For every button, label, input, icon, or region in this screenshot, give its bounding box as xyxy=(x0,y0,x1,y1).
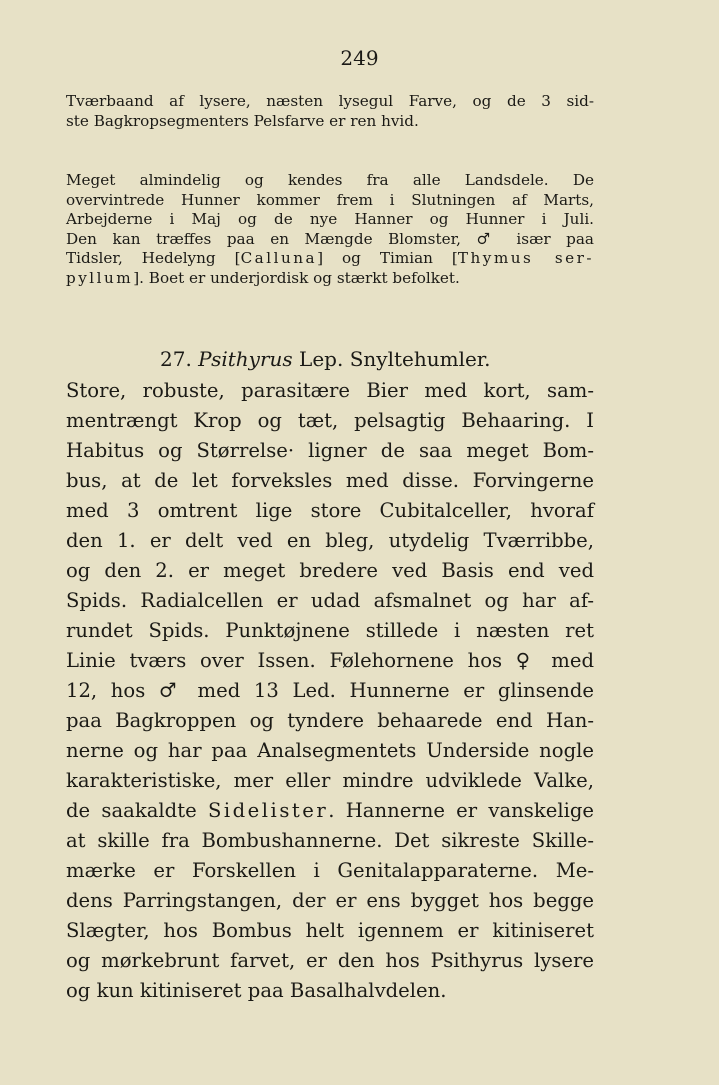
latin-name-serpyllum: pyllum xyxy=(66,268,134,287)
genus-common-name: Snyltehumler. xyxy=(349,347,491,371)
text-line: og kun kitiniseret paa Basalhalvdelen. xyxy=(66,979,447,1002)
text-line: Meget almindelig og kendes fra alle Landsdele. De xyxy=(66,171,594,189)
paragraph-species-description xyxy=(66,92,594,131)
text-line: at skille fra Bombushannerne. Det sikreste Skille- xyxy=(66,829,594,852)
text-segment: ] og Timian [ xyxy=(317,249,458,267)
latin-name-calluna: Calluna xyxy=(240,249,318,267)
text-line: Den kan træffes paa en Mængde Blomster, ♂ især paa xyxy=(66,229,594,248)
text-segment: ]. Boet er underjordisk og stærkt befolket. xyxy=(133,268,460,287)
paragraph-genus-description xyxy=(66,376,594,1006)
text-line: nerne og har paa Analsegmentets Underside nogle xyxy=(66,739,594,762)
text-line xyxy=(66,269,594,289)
paragraph-occurrence xyxy=(66,171,594,288)
text-line: den 1. er delt ved en bleg, utydelig Tværribbe, xyxy=(66,529,594,552)
text-segment: de saakaldte xyxy=(66,799,208,822)
text-line: dens Parringstangen, der er ens bygget hos begge xyxy=(66,889,594,912)
text-line: og den 2. er meget bredere ved Basis end ved xyxy=(66,559,594,582)
text-line: rundet Spids. Punktøjnene stillede i næsten ret xyxy=(66,619,594,642)
text-line xyxy=(66,796,594,826)
text-line: mærke er Forskellen i Genitalapparaterne. Me- xyxy=(66,859,594,882)
text-line: Spids. Radialcellen er udad afsmalnet og har af- xyxy=(66,589,594,612)
text-line: mentrængt Krop og tæt, pelsagtig Behaaring. I xyxy=(66,409,594,432)
text-segment: . Hannerne er vanskelige xyxy=(328,799,594,822)
text-line: ste Bagkropsegmenters Pelsfarve er ren hvid. xyxy=(66,111,419,130)
text-line: med 3 omtrent lige store Cubitalceller, hvoraf xyxy=(66,499,594,522)
text-line: Linie tværs over Issen. Følehornene hos ♀ med xyxy=(66,649,594,672)
genus-heading xyxy=(160,344,491,374)
genus-number: 27. xyxy=(160,347,192,371)
genus-name: Psithyrus xyxy=(198,347,293,371)
text-line: bus, at de let forveksles med disse. Forvingerne xyxy=(66,469,594,492)
text-line xyxy=(66,249,594,269)
text-line: Slægter, hos Bombus helt igennem er kitiniseret xyxy=(66,919,594,942)
text-line: og mørkebrunt farvet, er den hos Psithyrus lysere xyxy=(66,949,594,972)
genus-author: Lep. xyxy=(299,347,344,371)
text-line: karakteristiske, mer eller mindre udviklede Valke, xyxy=(66,769,594,792)
text-line: Tværbaand af lysere, næsten lysegul Farve, og de 3 sid- xyxy=(66,92,594,110)
text-line: paa Bagkroppen og tyndere behaarede end Han- xyxy=(66,709,594,732)
text-line: Store, robuste, parasitære Bier med kort, sam- xyxy=(66,379,594,402)
page-number: 249 xyxy=(340,46,379,70)
text-line: 12, hos ♂ med 13 Led. Hunnerne er glinsende xyxy=(66,679,594,702)
text-line: Habitus og Størrelse· ligner de saa meget Bom- xyxy=(66,439,594,462)
text-line: Arbejderne i Maj og de nye Hanner og Hunner i Juli. xyxy=(66,210,594,228)
text-segment: Tidsler, Hedelyng [ xyxy=(66,249,241,267)
text-line: overvintrede Hunner kommer frem i Slutningen af Marts, xyxy=(66,190,594,209)
term-sidelister: Sidelister xyxy=(207,799,329,822)
latin-name-thymus: Thymus ser- xyxy=(457,249,594,267)
